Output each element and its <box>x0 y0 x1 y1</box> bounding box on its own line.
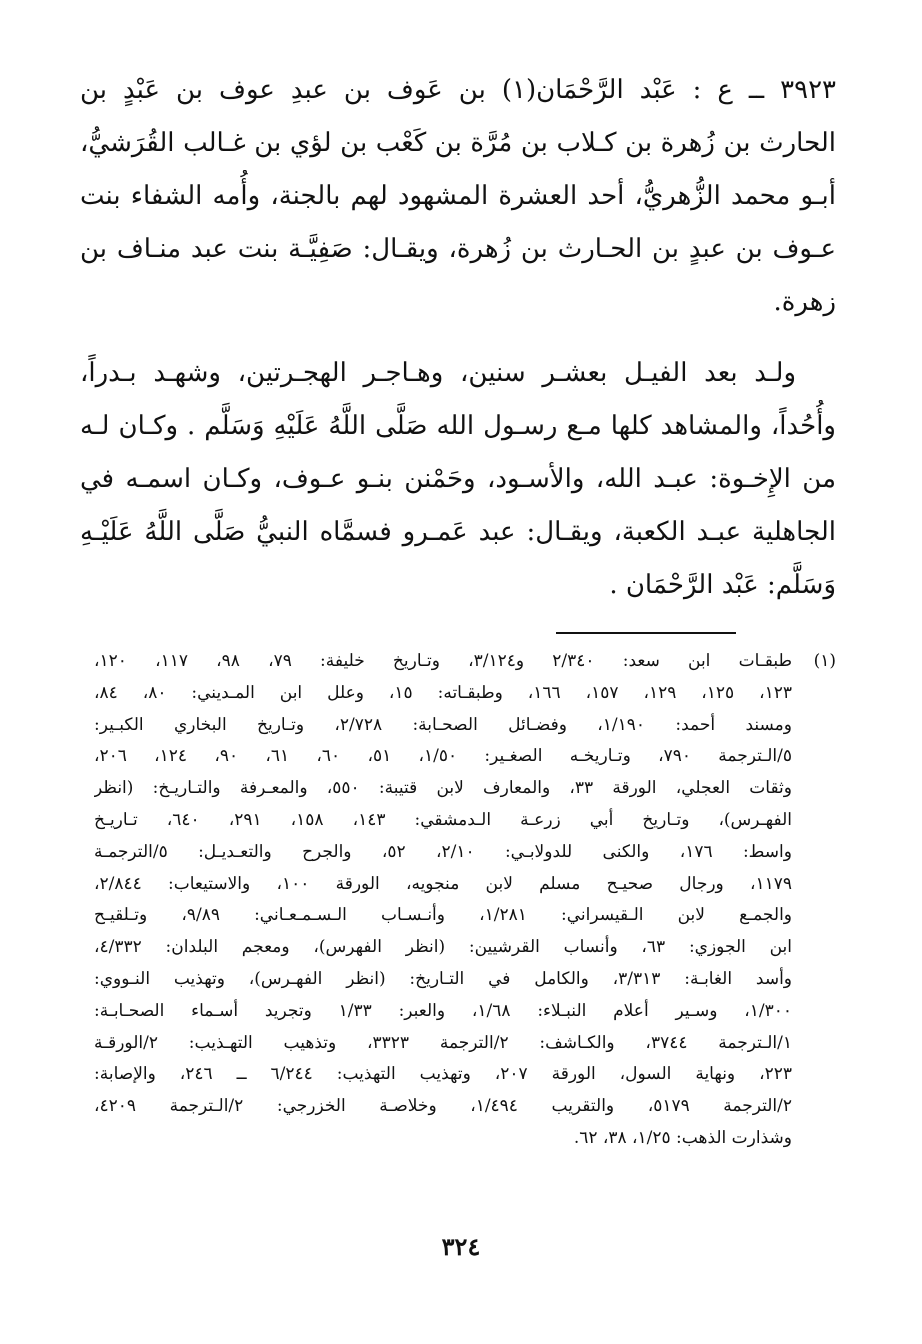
footnote-line: طبقـات ابن سعد: ٢/٣٤٠ و٣/١٢٤، وتـاريخ خليفة: ٧٩، ٩٨، ١١٧، ١٢٠، <box>94 651 793 671</box>
footnote-line: ابن الجوزي: ٦٣، وأنساب القرشيين: (انظر الفهرس)، ومعجم البلدان: ٤/٣٣٢، <box>94 937 792 958</box>
footnote-line: ٢/الترجمة ٥١٧٩، والتقريب ١/٤٩٤، وخلاصـة الخزرجي: ٢/الـترجمة ٤٢٠٩، <box>94 1096 792 1117</box>
entry-line: الجاهلية عبـد الكعبة، ويقـال: عبد عَمـرو فسمَّاه النبيُّ صَلَّى اللَّهُ عَلَيْـهِ <box>80 517 836 547</box>
footnote-line: والجمـع لابن الـقيسراني: ١/٢٨١، وأنـسـاب الـسـمـعـاني: ٩/٨٩، وتـلقيـح <box>94 905 793 926</box>
page-number: ٣٢٤ <box>441 1232 481 1261</box>
footnote-block <box>94 646 836 1155</box>
footnote-line: ٥/الـترجمة ٧٩٠، وتـاريخـه الصغـير: ١/٥٠، ٥١، ٦٠، ٦١، ٩٠، ١٢٤، ٢٠٦، <box>94 746 792 767</box>
footnote-line: وثقات العجلي، الورقة ٣٣، والمعارف لابن قتيبة: ٥٥٠، والمعـرفة والتـاريـخ: (انظر <box>94 778 792 799</box>
paragraph-gap <box>80 329 836 347</box>
entry-line: عـوف بن عبدٍ بن الحـارث بن زُهرة، ويقـال: صَفِيَّـة بنت عبد منـاف بن <box>80 234 836 264</box>
entry-line: ولـد بعد الفيـل بعشـر سنين، وهـاجـر الهجـرتين، وشهـد بـدراً، <box>80 358 796 388</box>
footnote-line: وأسد الغابـة: ٣/٣١٣، والكامل في التـاريخ: (انظر الفهـرس)، وتهذيب النـووي: <box>94 968 792 989</box>
footnote-line: واسط: ١٧٦، والكنى للدولابـي: ٢/١٠، ٥٢، والجرح والتعـديـل: ٥/الترجمـة <box>94 841 792 862</box>
footnote-line: ٢٢٣، ونهاية السول، الورقة ٢٠٧، وتهذيب التهذيب: ٦/٢٤٤ ــ ٢٤٦، والإصابة: <box>94 1064 792 1085</box>
entry-line: أبـو محمد الزُّهريُّ، أحد العشرة المشهود لهم بالجنة، وأُمه الشفاء بنت <box>80 181 836 211</box>
footnote-line: ١/٣٠٠، وسـير أعلام النبـلاء: ١/٦٨، والعبر: ١/٣٣ وتجريد أسـماء الصحـابـة: <box>94 1000 792 1021</box>
entry-line: ٣٩٢٣ ــ ع : عَبْد الرَّحْمَان(١) بن عَوف بن عبدِ عوف بن عَبْدٍ بن <box>80 75 836 105</box>
entry-line: وأُحُداً، والمشاهد كلها مـع رسـول الله صَلَّى اللَّهُ عَلَيْهِ وَسَلَّم . وكـان لـه <box>80 411 836 441</box>
footnote-marker: (١) <box>813 651 836 671</box>
entry-line: زهرة. <box>773 287 836 317</box>
footnote-line: الفهـرس)، وتـاريخ أبي زرعـة الـدمشقي: ١٤٣، ١٥٨، ٢٩١، ٦٤٠، تـاريـخ <box>94 809 793 830</box>
entry-line: الحارث بن زُهرة بن كـلاب بن مُرَّة بن كَعْب بن لؤي بن غـالب القُرَشيُّ، <box>80 128 836 158</box>
footnote-line: وشذارت الذهب: ١/٢٥، ٣٨، ٦٢. <box>573 1127 792 1148</box>
entry-line: من الإِخـوة: عبـد الله، والأسـود، وحَمْنن بنـو عـوف، وكـان اسمـه في <box>80 464 836 494</box>
footnote-line: ومسند أحمد: ١/١٩٠، وفضـائل الصحـابة: ٢/٧٢٨، وتـاريخ البخاري الكبـير: <box>94 714 792 735</box>
footnote-separator <box>556 632 736 634</box>
footnote-line: ١٢٣، ١٢٥، ١٢٩، ١٥٧، ١٦٦، وطبقـاته: ١٥، وعلل ابن المـديني: ٨٠، ٨٤، <box>94 682 793 703</box>
footnote-line: ١/الـترجمة ٣٧٤٤، والكـاشف: ٢/الترجمة ٣٣٢٣، وتذهيب التهـذيب: ٢/الورقـة <box>94 1032 792 1053</box>
footnote-line: ١١٧٩، ورجال صحيـح مسلم لابن منجويه، الورقة ١٠٠، والاستيعاب: ٢/٨٤٤، <box>94 873 792 894</box>
entry-line: وَسَلَّم: عَبْد الرَّحْمَان . <box>609 570 836 600</box>
biography-entry <box>80 64 836 612</box>
